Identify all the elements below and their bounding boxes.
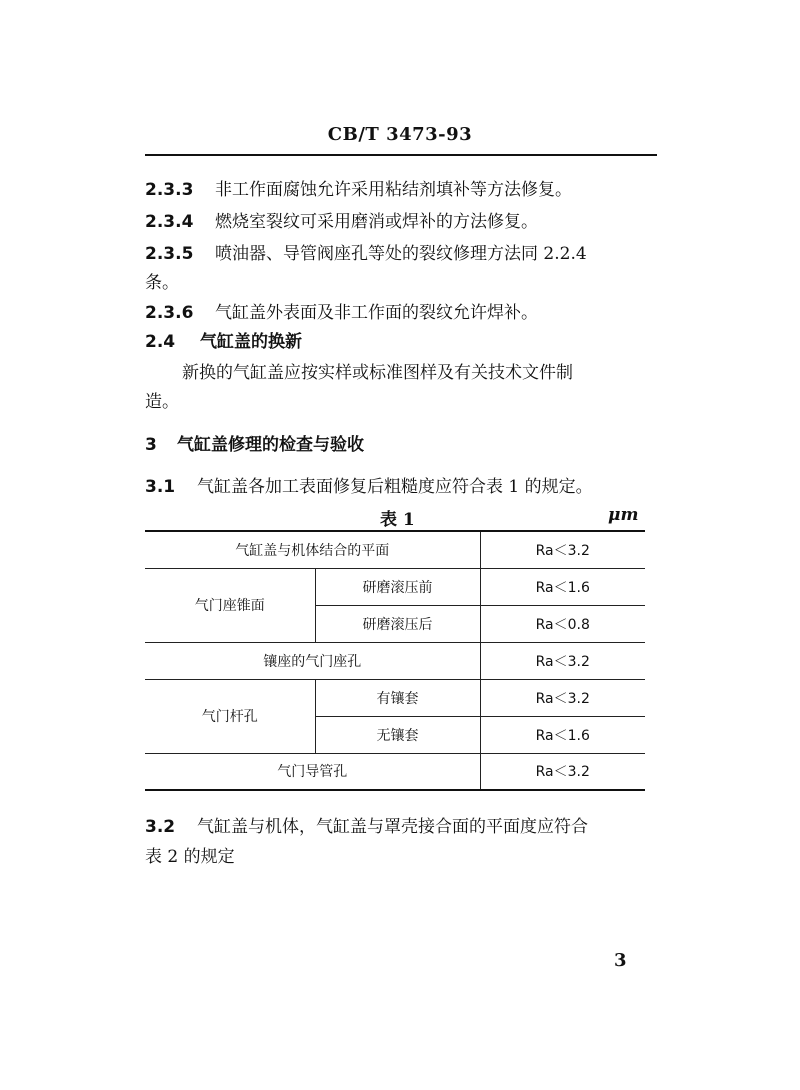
table-cell-sublabel: 无镶套 bbox=[315, 716, 480, 753]
header-rule bbox=[145, 154, 657, 156]
table-cell-value: Ra＜3.2 bbox=[480, 531, 645, 568]
section-number: 2.4 bbox=[145, 332, 176, 352]
clause-number: 2.3.4 bbox=[145, 212, 194, 232]
table-cell-value: Ra＜1.6 bbox=[480, 716, 645, 753]
section-title: 气缸盖的换新 bbox=[200, 332, 302, 352]
table-cell-value: Ra＜0.8 bbox=[480, 605, 645, 642]
clause-text: 喷油器、导管阀座孔等处的裂纹修理方法同 2.2.4 bbox=[215, 244, 587, 264]
clause-3-2-continued: 表 2 的规定 bbox=[145, 847, 235, 867]
page-header-standard-number: CB/T 3473-93 bbox=[327, 124, 473, 145]
clause-3-1 bbox=[145, 472, 657, 497]
table-1-caption: 表 1 bbox=[380, 510, 415, 530]
clause-text: 燃烧室裂纹可采用磨消或焊补的方法修复。 bbox=[215, 212, 538, 232]
table-cell-label: 气缸盖与机体结合的平面 bbox=[145, 531, 480, 568]
table-cell-value: Ra＜3.2 bbox=[480, 753, 645, 790]
clause-2-3-6 bbox=[145, 298, 657, 323]
clause-number: 2.3.5 bbox=[145, 244, 194, 264]
table-row bbox=[145, 753, 645, 790]
table-cell-label: 镶座的气门座孔 bbox=[145, 642, 480, 679]
clause-text: 气缸盖各加工表面修复后粗糙度应符合表 1 的规定。 bbox=[197, 477, 593, 497]
table-cell-value: Ra＜1.6 bbox=[480, 568, 645, 605]
section-number: 3 bbox=[145, 435, 157, 455]
clause-2-3-5-continued: 条。 bbox=[145, 273, 179, 293]
table-row bbox=[145, 642, 645, 679]
clause-2-3-4 bbox=[145, 207, 657, 232]
clause-2-3-5 bbox=[145, 239, 657, 264]
section-3-heading bbox=[145, 430, 657, 455]
table-cell-label: 气门杆孔 bbox=[145, 679, 315, 753]
section-2-4-heading bbox=[145, 327, 657, 352]
section-title: 气缸盖修理的检查与验收 bbox=[177, 435, 364, 455]
table-cell-label: 气门导管孔 bbox=[145, 753, 480, 790]
clause-2-3-3 bbox=[145, 175, 657, 200]
clause-number: 2.3.6 bbox=[145, 303, 194, 323]
table-row bbox=[145, 531, 645, 568]
roughness-table bbox=[145, 530, 645, 791]
clause-text: 非工作面腐蚀允许采用粘结剂填补等方法修复。 bbox=[215, 180, 572, 200]
table-cell-sublabel: 研磨滚压后 bbox=[315, 605, 480, 642]
table-row bbox=[145, 679, 645, 716]
table-cell-sublabel: 研磨滚压前 bbox=[315, 568, 480, 605]
table-cell-sublabel: 有镶套 bbox=[315, 679, 480, 716]
section-2-4-paragraph: 新换的气缸盖应按实样或标准图样及有关技术文件制 bbox=[182, 363, 573, 383]
clause-number: 2.3.3 bbox=[145, 180, 194, 200]
clause-number: 3.2 bbox=[145, 817, 176, 837]
page-number: 3 bbox=[614, 950, 627, 971]
clause-text: 气缸盖外表面及非工作面的裂纹允许焊补。 bbox=[215, 303, 538, 323]
clause-3-2 bbox=[145, 812, 657, 837]
table-1-unit: μm bbox=[608, 505, 639, 525]
clause-text: 气缸盖与机体，气缸盖与罩壳接合面的平面度应符合 bbox=[197, 817, 588, 837]
table-cell-label: 气门座锥面 bbox=[145, 568, 315, 642]
table-cell-value: Ra＜3.2 bbox=[480, 679, 645, 716]
table-cell-value: Ra＜3.2 bbox=[480, 642, 645, 679]
clause-number: 3.1 bbox=[145, 477, 176, 497]
section-2-4-paragraph-continued: 造。 bbox=[145, 392, 179, 412]
table-row bbox=[145, 568, 645, 605]
